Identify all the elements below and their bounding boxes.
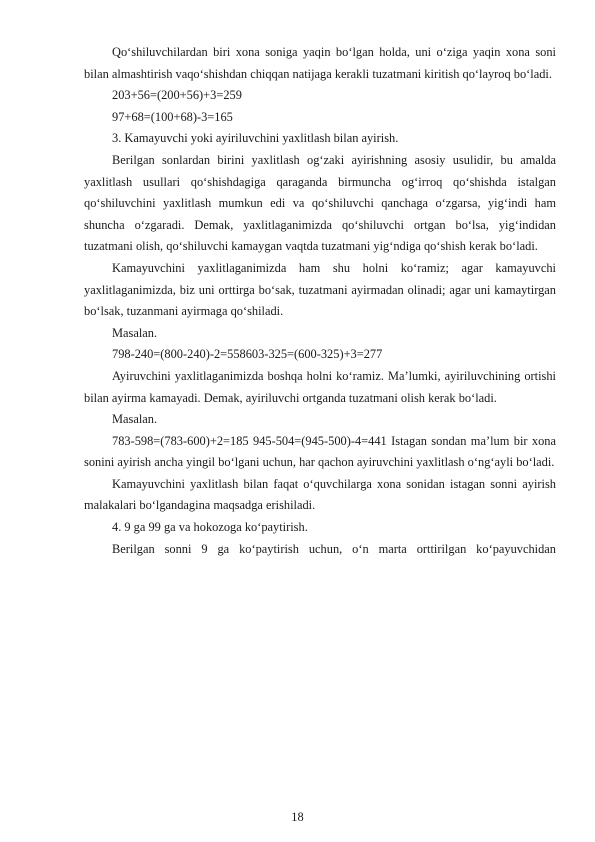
section-heading-3: 3. Kamayuvchi yoki ayiriluvchini yaxlitlash bilan ayirish. bbox=[112, 131, 399, 146]
section-heading-4: 4. 9 ga 99 ga va hokozoga ko‘paytirish. bbox=[112, 520, 308, 535]
paragraph-subtrahend-rounding: Ayiruvchini yaxlitlaganimizda boshqa holni ko‘ramiz. Ma’lumki, ayiriluvchining ortishi bilan ayirma kamayadi. Demak, ayiriluvchi ortganda tuzatmani olish kerak bo‘ladi. bbox=[84, 368, 556, 405]
document-page bbox=[84, 42, 556, 560]
example-subtraction-2: 783-598=(783-600)+2=185 945-504=(945-500)-4=441 Istagan sondan ma’lum bir xona sonini ayirish ancha yingil bo‘lgani uchun, har qachon ayiruvchini yaxlitlash o‘ng‘ayli bo‘ladi. bbox=[84, 433, 556, 470]
label-example-2: Masalan. bbox=[112, 412, 158, 427]
example-addition-2: 97+68=(100+68)-3=165 bbox=[112, 109, 233, 124]
paragraph-rounding-subtraction: Berilgan sonlardan birini yaxlitlash og‘zaki ayirishning asosiy usulidir, bu amalda yaxlitlash usullari qo‘shishdagiga qaraganda birmuncha og‘irroq qo‘shishda istalgan qo‘shiluvchini yaxlitlash mumkun edi va qo‘shiluvchi qanchaga o‘zgarsa, yig‘indi ham shuncha o‘zgaradi. Demak, yaxlitlaganimizda qo‘shiluvchi ortgan bo‘lsa, yig‘indidan tuzatmani olish, qo‘shiluvchi kamaygan vaqtda tuzatmani yig‘ndiga qo‘shish kerak bo‘ladi. bbox=[84, 152, 556, 254]
example-addition-1: 203+56=(200+56)+3=259 bbox=[112, 88, 242, 103]
page-number: 18 bbox=[291, 810, 304, 824]
label-example-1: Masalan. bbox=[112, 325, 158, 340]
paragraph-multiply-by-9: Berilgan sonni 9 ga ko‘paytirish uchun, o‘n marta orttirilgan ko‘payuvchidan bbox=[112, 541, 556, 556]
paragraph-minuend-skill: Kamayuvchini yaxlitlash bilan faqat o‘quvchilarga xona sonidan istagan sonni ayirish malakalari bo‘lgandagina maqsadga erishiladi. bbox=[84, 476, 556, 513]
paragraph-rounding-addends: Qo‘shiluvchilardan biri xona soniga yaqin bo‘lgan holda, uni o‘ziga yaqin xona soni bilan almashtirish vaqo‘shishdan chiqqan natijaga kerakli tuzatmani kiritish qo‘layroq bo‘ladi. bbox=[84, 45, 556, 81]
paragraph-minuend-rounding: Kamayuvchini yaxlitlaganimizda ham shu holni ko‘ramiz; agar kamayuvchi yaxlitlaganimizda, biz uni orttirga bo‘sak, tuzatmani ayirmadan olinadi; agar uni kamaytirgan bo‘lsak, tuzanmani ayirmaga qo‘shiladi. bbox=[84, 260, 556, 319]
example-subtraction-1: 798-240=(800-240)-2=558603-325=(600-325)+3=277 bbox=[112, 347, 383, 362]
